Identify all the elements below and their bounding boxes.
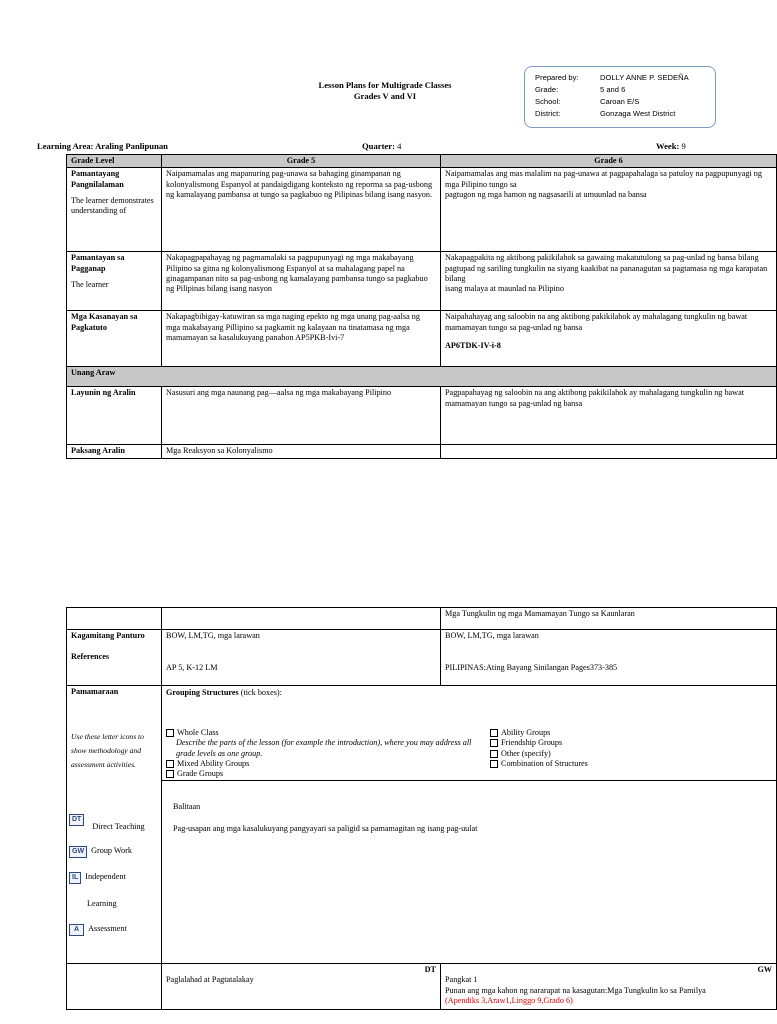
- unang-araw-heading: Unang Araw: [67, 367, 777, 387]
- document-title: Lesson Plans for Multigrade Classes: [318, 80, 452, 90]
- info-label: District:: [535, 109, 561, 118]
- opt-label: Ability Groups: [501, 728, 551, 737]
- pagganap-g6-text: Nakapagpakita ng aktibong pakikilahok sa gawaing makatutulong sa pag-unlad ng bansa bilang pagtupad ng sariling tungkulin na siyang kaakibat na pananagutan sa pagtamasa ng mga karapatan bilang: [445, 253, 768, 283]
- opt-other[interactable]: [490, 749, 588, 759]
- opt-ability-groups[interactable]: [490, 728, 588, 738]
- opt-label: Other (specify): [501, 748, 551, 758]
- gw-icon: GW: [69, 846, 87, 858]
- opt-grade-groups[interactable]: [166, 769, 484, 779]
- layunin-grade6: Pagpapahayag ng saloobin na ang aktibong pakikilahok ay mahalagang tungkulin ng bawat mamamayan tungo sa pag-unlad ng bansa: [441, 387, 777, 445]
- last-g6-appendix: (Apendiks 3,Araw1,Linggo 9,Grado 6): [445, 995, 573, 1005]
- kagamitang-grade5: [162, 630, 441, 686]
- quarter: [362, 141, 401, 152]
- legend-label: Assessment: [88, 924, 127, 933]
- pamamaraan-content: [162, 686, 777, 964]
- pamantayang-g6-text: Naipamamalas ang mas malalim na pag-unawa at pagpapahalaga sa patuloy na pagpupunyagi ng mga Pilipino tungo sa: [445, 169, 762, 189]
- kasanayan-grade6: [441, 311, 777, 367]
- info-value: Caroan E/S: [600, 97, 640, 106]
- kagamitang-g6: BOW, LM,TG, mga larawan: [445, 631, 539, 640]
- row-label-pagganap: [67, 252, 162, 311]
- last-grade6: [441, 964, 777, 1010]
- week: [656, 141, 686, 152]
- opt-label: Whole Class: [177, 728, 219, 737]
- pamantayang-grade6: [441, 168, 777, 252]
- pagganap-label: Pamantayan sa Pagganap: [71, 253, 125, 273]
- dt-tag: DT: [424, 965, 436, 974]
- checkbox-icon[interactable]: [490, 750, 498, 758]
- last-grade5: [162, 964, 441, 1010]
- pamamaraan-label-cell: [67, 686, 162, 964]
- grouping-options-left: [166, 728, 484, 779]
- opt-label: Grade Groups: [177, 769, 224, 778]
- opt-mixed-ability[interactable]: [166, 759, 484, 769]
- balitaan: Balitaan: [173, 802, 201, 811]
- opt-friendship-groups[interactable]: [490, 738, 588, 748]
- references-g5: AP 5, K-12 LM: [166, 663, 218, 673]
- pamantayang-label: Pamantayang Pangnilalaman: [71, 169, 124, 189]
- divider: [162, 780, 776, 781]
- paksang-label: Paksang Aralin: [67, 445, 162, 458]
- col-grade-level: Grade Level: [67, 155, 162, 168]
- info-value: 5 and 6: [600, 85, 626, 94]
- checkbox-icon[interactable]: [490, 739, 498, 747]
- a-icon: A: [69, 924, 84, 936]
- pamantayang-g6-text2: pagtugon ng mga hamon ng nagsasarili at umuunlad na bansa: [445, 189, 647, 199]
- kasanayan-g6-code: AP6TDK-IV-i-8: [445, 340, 501, 350]
- pamantayang-sub: The learner demonstrates understanding of: [71, 195, 154, 215]
- references-g6: PILIPINAS:Ating Bayang Sinilangan Pages373-385: [445, 663, 618, 673]
- pagganap-sub: The learner: [71, 279, 109, 289]
- last-g5-text: Paglalahad at Pagtatalakay: [166, 975, 254, 985]
- pagganap-grade5: Nakapagpapahayag ng pagmamalaki sa pagpupunyagi ng mga makabayang Pilipino sa gitna ng kolonyalismong Espanyol at sa mahalagang papel na ginagampanan nito sa pag-usbong ng kamalayang pambansa tungo sa pagkabuo ng Pilipinas bilang isang nasyon: [162, 252, 441, 311]
- layunin-label: Layunin ng Aralin: [67, 387, 162, 445]
- kasanayan-grade5: Nakapagbibigay-katuwiran sa mga naging epekto ng mga unang pag-aalsa ng mga makabayang Pillipino sa pagkamit ng kalayaan na tinatamasa ng mga mamamayan sa kasalukuyang panahon AP5PKB-Ivi-7: [162, 311, 441, 367]
- opt-describe: Describe the parts of the lesson (for example the introduction), where you may address all grade levels as one group.: [176, 738, 472, 758]
- info-label: School:: [535, 97, 561, 106]
- legend-label: Group Work: [91, 846, 132, 855]
- references-label: References: [71, 652, 110, 662]
- paksang-grade6: [441, 445, 777, 458]
- row-label-pamantayang: [67, 168, 162, 252]
- lesson-plan-table-2: [66, 607, 777, 1010]
- checkbox-icon[interactable]: [166, 729, 174, 737]
- info-value: DOLLY ANNE P. SEDEÑA: [600, 73, 689, 82]
- document-subtitle: Grades V and VI: [353, 91, 417, 101]
- pagganap-grade6: [441, 252, 777, 311]
- info-label: Prepared by:: [535, 73, 579, 82]
- kagamitang-label: Kagamitang Panturo: [71, 631, 145, 640]
- opt-label: Mixed Ability Groups: [177, 758, 250, 768]
- legend-assessment: [69, 924, 127, 936]
- kasanayan-label: Mga Kasanayan sa Pagkatuto: [67, 311, 162, 367]
- kagamitang-g5: BOW, LM,TG, mga larawan: [166, 631, 260, 640]
- top-empty-grade5: [162, 608, 441, 630]
- il-icon: IL: [69, 872, 81, 884]
- pamamaraan-label: Pamamaraan: [71, 687, 119, 696]
- checkbox-icon[interactable]: [490, 760, 498, 768]
- layunin-grade5: Nasusuri ang mga naunang pag—aalsa ng mga makabayang Pilipino: [162, 387, 441, 445]
- opt-whole-class[interactable]: [166, 728, 484, 738]
- checkbox-icon[interactable]: [166, 770, 174, 778]
- week-value: 9: [681, 141, 686, 151]
- checkbox-icon[interactable]: [166, 760, 174, 768]
- gw-tag: GW: [757, 965, 772, 974]
- methodology-note: Use these letter icons to show methodology and assessment activities.: [71, 732, 144, 769]
- row-label-kagamitang: [67, 630, 162, 686]
- legend-group-work: [69, 846, 132, 858]
- lesson-plan-table-1: [66, 154, 777, 459]
- legend-label: Direct Teaching: [92, 822, 145, 831]
- week-label: Week:: [656, 141, 680, 151]
- checkbox-icon[interactable]: [490, 729, 498, 737]
- last-g6-text1: Pangkat 1: [445, 975, 478, 985]
- top-grade6: Mga Tungkulin ng mga Mamamayan Tungo sa Kaunlaran: [441, 608, 777, 630]
- col-grade-6: Grade 6: [441, 155, 777, 168]
- top-empty-label: [67, 608, 162, 630]
- pagganap-g6-text2: isang malaya at maunlad na Pilipino: [445, 284, 564, 293]
- grouping-title: Grouping Structures: [166, 688, 239, 697]
- col-grade-5: Grade 5: [162, 155, 441, 168]
- opt-label: Combination of Structures: [501, 758, 588, 768]
- kagamitang-grade6: [441, 630, 777, 686]
- learning-area: Learning Area: Araling Panlipunan: [37, 141, 168, 151]
- pamantayang-grade5: Naipamamalas ang mapanuring pag-unawa sa bahaging ginampanan ng kolonyalismong Espanyol at pandaigdigang konteksto ng reporma sa pag-usbong ng kamalayang pambansa at tungo sa pagkabuo ng Pilipinas bilang isang nasyon.: [162, 168, 441, 252]
- info-value: Gonzaga West District: [600, 109, 676, 118]
- grouping-hint: (tick boxes):: [238, 688, 282, 697]
- opt-label: Friendship Groups: [501, 738, 563, 748]
- quarter-label: Quarter:: [362, 141, 395, 151]
- legend-label: Independent: [85, 872, 126, 881]
- balitaan-desc: Pag-usapan ang mga kasalukuyang pangyayari sa paligid sa pamamagitan ng isang pag-uulat: [173, 824, 478, 833]
- grouping-structures: [166, 688, 282, 698]
- kasanayan-g6-text: Naipahahayag ang saloobin na ang aktibong pakikilahok ay mahalagang tungkulin ng bawat mamamayan tungo sa pag-unlad ng bansa: [445, 312, 748, 332]
- paksang-grade5: Mga Reaksyon sa Kolonyalismo: [162, 445, 441, 458]
- legend-direct-teaching: [69, 814, 145, 831]
- legend-learning: Learning: [87, 899, 117, 908]
- last-g6-text2: Punan ang mga kahon ng nararapat na kasagutan:Mga Tungkulin ko sa Pamilya: [445, 985, 706, 995]
- quarter-value: 4: [397, 141, 402, 151]
- preparer-info-box: [524, 66, 716, 128]
- grouping-options-right: [490, 728, 588, 769]
- last-label: [67, 964, 162, 1010]
- dt-icon: DT: [69, 814, 84, 826]
- info-label: Grade:: [535, 85, 559, 94]
- opt-combination[interactable]: [490, 759, 588, 769]
- legend-independent: [69, 872, 126, 884]
